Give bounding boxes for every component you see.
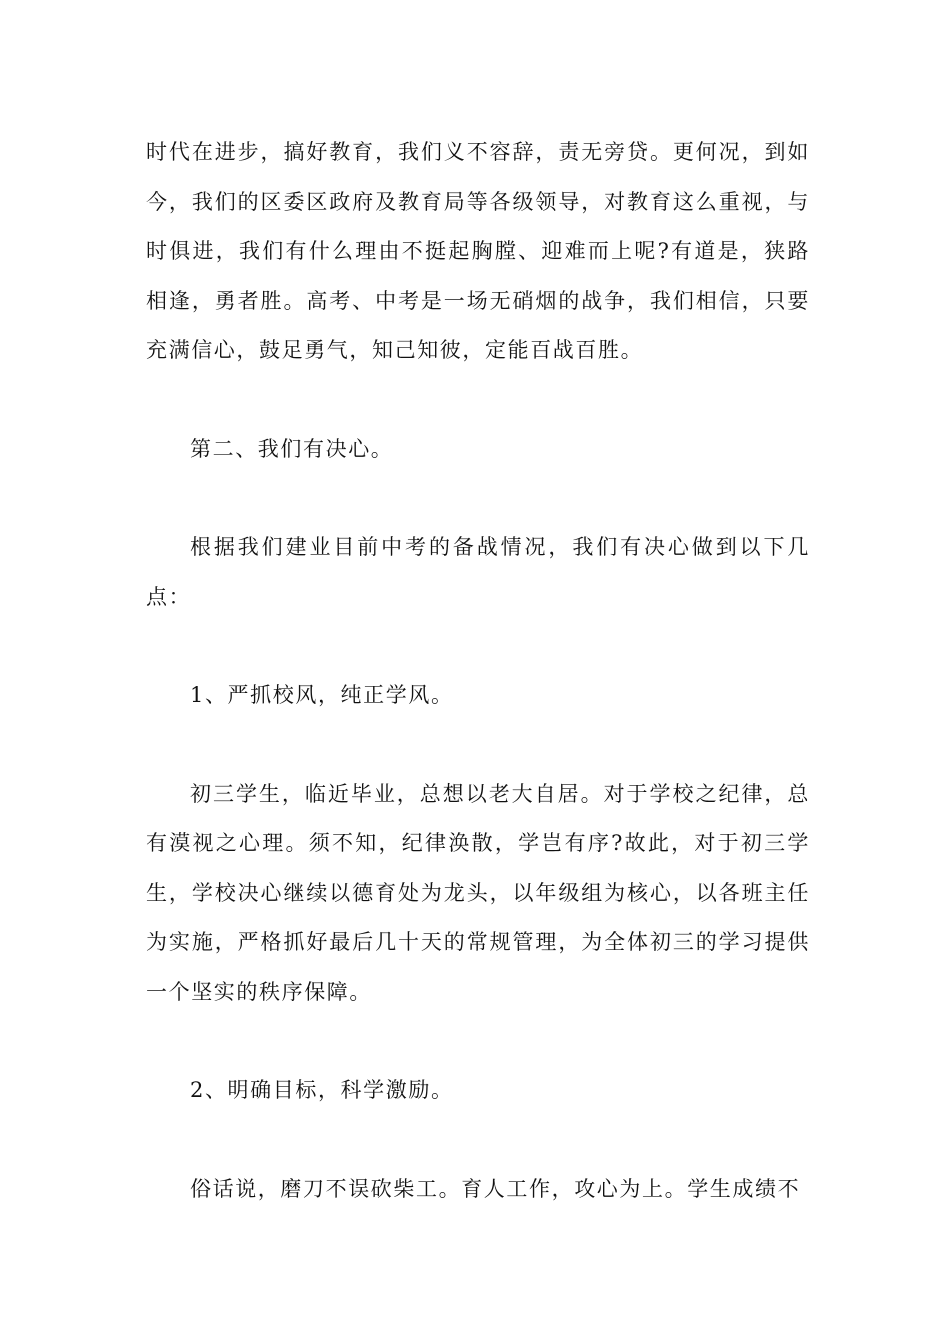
section-heading-second: 第二、我们有决心。 [190, 436, 394, 461]
subheading-point-2: 2、明确目标，科学激励。 [190, 1078, 454, 1102]
subheading-point-1: 1、严抓校风，纯正学风。 [190, 683, 454, 707]
document-body [146, 128, 810, 1214]
paragraph-intro-continuation: 时代在进步，搞好教育，我们义不容辞，责无旁贷。更何况，到如今，我们的区委区政府及教育局等各级领导，对教育这么重视，与时俱进，我们有什么理由不挺起胸膛、迎难而上呢?有道是，狭路相逢，勇者胜。高考、中考是一场无硝烟的战争，我们相信，只要充满信心，鼓足勇气，知己知彼，定能百战百胜。 [146, 140, 810, 362]
paragraph-determination-intro: 根据我们建业目前中考的备战情况，我们有决心做到以下几点： [146, 535, 810, 609]
paragraph-point-2-body: 俗话说，磨刀不误砍柴工。育人工作，攻心为上。学生成绩不 [190, 1176, 801, 1201]
paragraph-point-1-body: 初三学生，临近毕业，总想以老大自居。对于学校之纪律，总有漠视之心理。须不知，纪律涣散，学岂有序?故此，对于初三学生，学校决心继续以德育处为龙头，以年级组为核心，以各班主任为实施，严格抓好最后几十天的常规管理，为全体初三的学习提供一个坚实的秩序保障。 [146, 781, 810, 1004]
